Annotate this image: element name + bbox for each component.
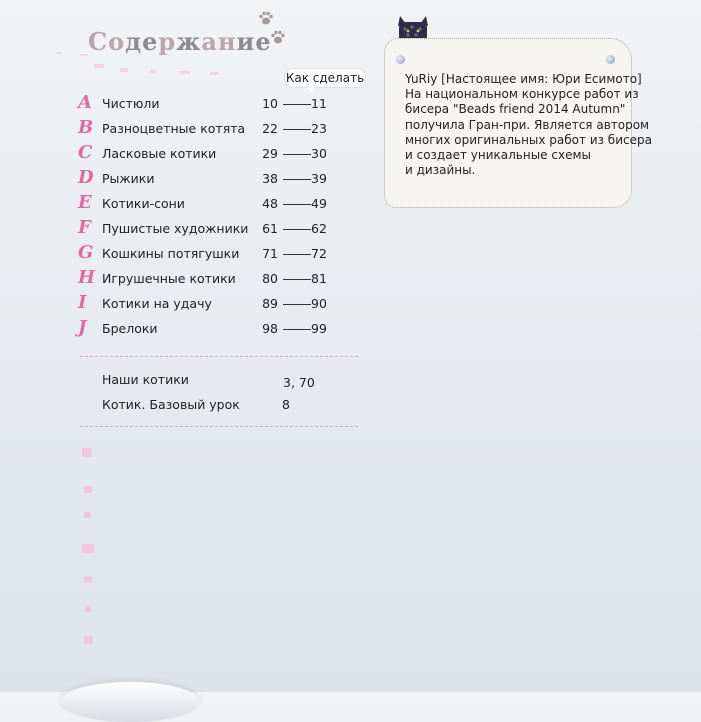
pin-icon [396, 55, 405, 64]
toc-letter: E [78, 192, 92, 213]
toc-page-from: 48 [262, 196, 278, 211]
pin-icon [606, 55, 615, 64]
toc-page-to: 11 [311, 96, 327, 111]
extra-title: Наши котики [102, 372, 189, 387]
toc-letter: G [78, 242, 94, 263]
toc-letter: C [78, 142, 93, 163]
toc-row [78, 143, 358, 165]
title-part: ие [236, 27, 272, 56]
toc-title: Разноцветные котята [102, 121, 246, 136]
title-part: де [125, 27, 159, 56]
toc-row [78, 193, 358, 215]
toc-page-from: 10 [262, 96, 278, 111]
toc-title: Ласковые котики [102, 146, 217, 161]
toc-page-from: 61 [262, 221, 278, 236]
author-note-line: На национальном конкурсе работ из [405, 87, 639, 102]
author-note-line: бисера "Beads friend 2014 Autumn" [405, 102, 626, 117]
toc-page-from: 22 [262, 121, 278, 136]
toc-title: Брелоки [102, 321, 158, 336]
dashed-divider [80, 356, 358, 357]
toc-page-to: 90 [311, 296, 327, 311]
toc-page-to: 72 [311, 246, 327, 261]
decorative-bowl [60, 682, 200, 722]
author-note-line: получила Гран-при. Является автором [405, 117, 650, 132]
toc-letter: A [78, 92, 92, 113]
toc-dash [283, 254, 311, 255]
toc-dash [283, 129, 311, 130]
toc-title: Кошкины потягушки [102, 246, 240, 261]
toc-letter: I [78, 292, 87, 313]
toc-row [78, 168, 358, 190]
toc-title: Котики-сони [102, 196, 185, 211]
toc-row [78, 293, 358, 315]
dashed-divider [80, 426, 358, 427]
toc-dash [283, 229, 311, 230]
toc-title: Рыжики [102, 171, 155, 186]
toc-page-to: 81 [311, 271, 327, 286]
toc-page-from: 71 [262, 246, 278, 261]
title-part: ан [201, 27, 237, 56]
decorative-faded-letters [50, 40, 250, 90]
toc-row [78, 93, 358, 115]
toc-page-from: 29 [262, 146, 278, 161]
toc-page-from: 38 [262, 171, 278, 186]
paw-icon [270, 29, 286, 45]
toc-letter: D [78, 167, 94, 188]
toc-title: Пушистые художники [102, 221, 249, 236]
toc-title: Чистюли [102, 96, 160, 111]
toc-letter: B [78, 117, 94, 138]
toc-page-from: 89 [262, 296, 278, 311]
toc-dash [283, 204, 311, 205]
toc-page-to: 23 [311, 121, 327, 136]
toc-letter: J [78, 317, 87, 338]
author-note-line: и создает уникальные схемы [405, 148, 591, 163]
author-note-text [405, 72, 652, 178]
toc-dash [283, 154, 311, 155]
toc-page-to: 62 [311, 221, 327, 236]
author-note-line: многих оригинальных работ из бисера [405, 132, 652, 147]
toc-title: Игрушечные котики [102, 271, 236, 286]
toc-title: Котики на удачу [102, 296, 212, 311]
toc-letter: F [78, 217, 91, 238]
paw-icon [258, 10, 274, 26]
title-part: ж [176, 27, 202, 56]
toc-row [78, 243, 358, 265]
toc-row [78, 318, 358, 340]
title-part: Со [88, 27, 126, 56]
toc-page-from: 80 [262, 271, 278, 286]
toc-row [78, 268, 358, 290]
toc-dash [283, 179, 311, 180]
toc-letter: H [78, 267, 96, 288]
toc-dash [283, 329, 311, 330]
author-note-line: и дизайны. [405, 163, 476, 178]
toc-dash [283, 104, 311, 105]
toc-row [78, 218, 358, 240]
author-note-card [384, 38, 652, 208]
toc-page-to: 39 [311, 171, 327, 186]
extra-pages: 8 [282, 397, 290, 412]
toc-page-to: 99 [311, 321, 327, 336]
toc-dash [283, 304, 311, 305]
extra-title: Котик. Базовый урок [102, 397, 240, 412]
title-part: р [158, 27, 177, 56]
toc-dash [283, 279, 311, 280]
extra-pages: 3, 70 [283, 375, 315, 390]
decorative-faded-letters [76, 440, 106, 670]
toc-row [78, 118, 358, 140]
toc-page-to: 49 [311, 196, 327, 211]
toc-page-to: 30 [311, 146, 327, 161]
how-to-label: Как сделать [284, 68, 366, 88]
author-note-line: YuRiy [Настоящее имя: Юри Есимото] [405, 72, 642, 86]
toc-page-from: 98 [262, 321, 278, 336]
